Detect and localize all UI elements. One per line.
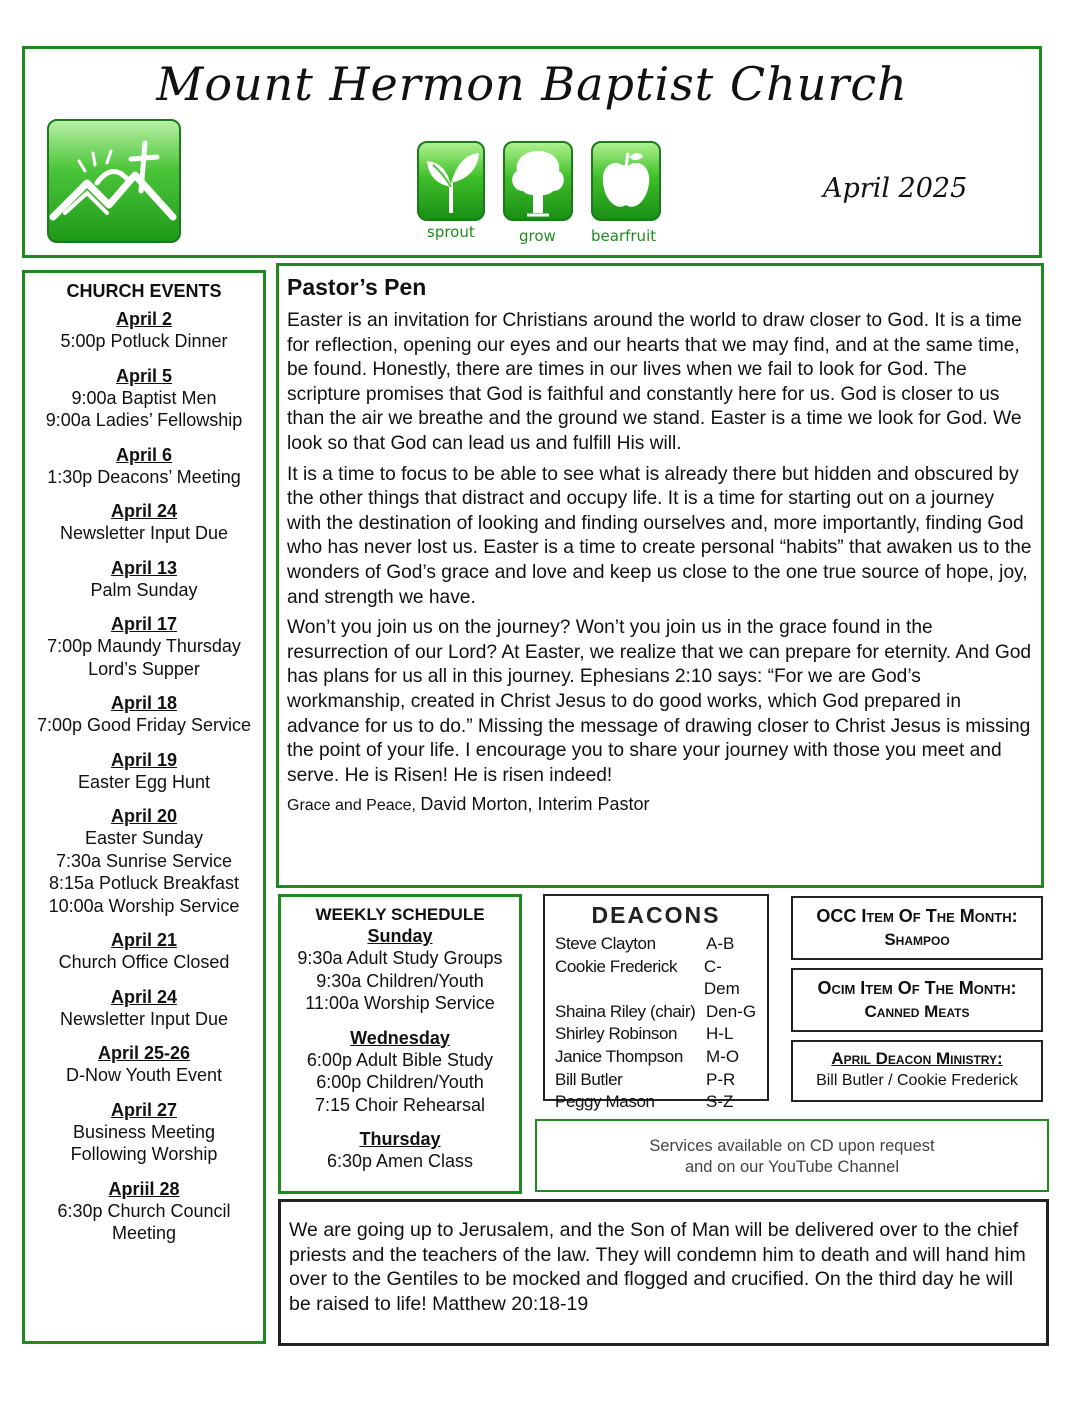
schedule-entry: 6:00p Adult Bible Study <box>306 1049 494 1070</box>
event-detail: 7:00p Maundy Thursday <box>47 636 241 656</box>
event-date: April 21 <box>110 930 178 950</box>
sprout-tile <box>417 141 485 221</box>
deacons-panel <box>543 894 769 1112</box>
deacon-name: Steve Clayton <box>555 934 656 953</box>
deacon-name: Cookie Frederick <box>555 956 678 976</box>
deacon-range: M-O <box>706 1046 740 1066</box>
deacons-heading: DEACONS <box>591 902 721 928</box>
deacon-name: Janice Thompson <box>555 1046 683 1066</box>
scripture-verse: We are going up to Jerusalem, and the Son of Man will be delivered over to the chief priests and the teachers of the law. They will condemn him to death and will hand him over to the Gentiles to be mocked and flogged and crucified. On the third day he will be raised to life! Matthew 20:18-19 <box>289 1219 1026 1315</box>
event-detail: D-Now Youth Event <box>65 1065 223 1085</box>
event-date: April 6 <box>115 444 172 465</box>
ocim-item-box <box>791 968 1043 1032</box>
event-date: April 13 <box>110 557 178 578</box>
event-detail: 5:00p Potluck Dinner <box>60 331 228 351</box>
deacon-name: Shaina Riley (chair) <box>555 1001 696 1021</box>
weekly-schedule-panel <box>278 894 522 1194</box>
scripture-verse-box <box>278 1199 1049 1346</box>
schedule-day-name: Wednesday <box>350 1027 450 1048</box>
event-date: April 20 <box>110 806 178 826</box>
event-item <box>25 308 263 353</box>
event-date: April 24 <box>110 501 178 521</box>
event-detail: 7:30a Sunrise Service <box>55 850 233 871</box>
event-detail: Newsletter Input Due <box>59 1008 229 1029</box>
event-detail: 10:00a Worship Service <box>48 895 240 916</box>
church-title: Mount Hermon Baptist Church <box>156 57 908 111</box>
event-date: April 2 <box>115 309 172 329</box>
event-item <box>25 749 263 794</box>
schedule-day-name: Thursday <box>359 1129 441 1149</box>
ministry-value: Bill Butler / Cookie Frederick <box>816 1072 1018 1089</box>
ocim-value: Canned Meats <box>864 1002 970 1021</box>
pastors-pen-heading: Pastor’s Pen <box>287 274 427 300</box>
ocim-label: Ocim Item Of The Month: <box>817 978 1017 998</box>
event-detail: 1:30p Deacons’ Meeting <box>47 466 241 487</box>
event-item <box>25 557 263 602</box>
event-detail: 8:15a Potluck Breakfast <box>48 873 240 893</box>
services-note <box>535 1119 1049 1192</box>
event-detail: Newsletter Input Due <box>59 523 229 543</box>
tile-label-sprout: sprout <box>427 223 475 241</box>
event-detail: Easter Egg Hunt <box>77 771 211 792</box>
deacon-ministry-box <box>791 1040 1043 1102</box>
event-item <box>25 613 263 680</box>
event-item <box>25 365 263 432</box>
deacon-row <box>555 1091 757 1114</box>
schedule-day-name: Sunday <box>367 926 433 946</box>
services-line-1: Services available on CD upon request <box>649 1137 935 1155</box>
event-detail: Easter Sunday <box>84 828 204 848</box>
event-date: April 17 <box>110 614 178 634</box>
deacon-range: Den-G <box>706 1001 757 1021</box>
deacon-range: S-Z <box>706 1092 734 1112</box>
schedule-entry: 9:30a Children/Youth <box>316 970 484 991</box>
services-line-2: and on our YouTube Channel <box>684 1158 900 1176</box>
event-detail: Business Meeting <box>72 1121 216 1142</box>
weekly-list <box>281 925 519 1173</box>
event-detail: Lord’s Supper <box>88 658 200 679</box>
occ-label: OCC Item Of The Month: <box>816 906 1018 926</box>
church-logo <box>47 119 181 243</box>
church-events-panel <box>22 270 266 1344</box>
weekly-heading: WEEKLY SCHEDULE <box>315 905 485 924</box>
occ-item-box <box>791 896 1043 960</box>
event-item <box>25 692 263 737</box>
deacon-range: A-B <box>706 934 735 953</box>
schedule-entry: 9:30a Adult Study Groups <box>297 948 503 968</box>
events-heading: CHURCH EVENTS <box>66 281 222 301</box>
occ-value: Shampoo <box>884 930 950 949</box>
event-detail: Following Worship <box>70 1144 218 1164</box>
closing: Grace and Peace, <box>287 797 416 815</box>
schedule-day <box>281 1027 519 1117</box>
pastor-signature: David Morton, Interim Pastor <box>420 794 650 815</box>
event-date: April 24 <box>110 986 178 1007</box>
event-detail: 9:00a Baptist Men <box>71 387 217 408</box>
event-detail: Meeting <box>111 1223 177 1243</box>
deacon-row <box>555 1046 757 1069</box>
pastors-pen-panel <box>276 263 1044 888</box>
bearfruit-tile <box>591 141 661 221</box>
ministry-label: April Deacon Ministry: <box>831 1049 1003 1068</box>
deacon-name: Bill Butler <box>555 1069 623 1089</box>
event-date: April 18 <box>110 693 178 713</box>
event-date: April 25-26 <box>97 1043 191 1063</box>
tile-label-grow: grow <box>519 227 556 245</box>
schedule-day <box>281 925 519 1015</box>
schedule-entry: 7:15 Choir Rehearsal <box>314 1094 486 1115</box>
mountain-cross-sunrise-logo-icon <box>49 121 179 241</box>
pastor-paragraph: Won’t you join us on the journey? Won’t you join us in the grace found in the resurrection of our Lord? At Easter, we realize that we can prepare for eternity. And God has plans for us all in this journey. Ephesians 2:10 says: “For we are God’s workmanship, created in Christ Jesus to do good works, which God prepared in advance for us to do.” Missing the message of drawing closer to Christ Jesus is missing the point of your life. I encourage you to share your journey with those you meet and serve. He is Risen! He is risen indeed! <box>287 617 1032 786</box>
deacon-row <box>555 956 757 1001</box>
event-item <box>25 1042 263 1087</box>
deacon-row <box>555 1069 757 1092</box>
event-detail: 6:30p Church Council <box>57 1200 231 1221</box>
pastor-paragraph: Easter is an invitation for Christians around the world to draw closer to God. It is a time for reflection, opening our eyes and our hearts that we may find, and at the same time, be found. Honestly, there are times in our lives when we fail to look for God. The scripture promises that God is faithful and constantly here for us. God is closer to us than the air we breathe and the ground we stand. Easter is a time we look for God. We look so that God can lead us and fulfill His will. <box>287 310 1022 454</box>
tile-label-bearfruit: bearfruit <box>591 227 657 245</box>
pastor-signature-line <box>287 794 1033 815</box>
tree-icon <box>505 143 571 219</box>
deacon-row <box>555 1001 757 1024</box>
issue-date: April 2025 <box>823 173 968 204</box>
deacon-range: H-L <box>706 1024 734 1044</box>
event-detail: Palm Sunday <box>90 579 198 600</box>
pastor-paragraph: It is a time to focus to be able to see what is already there but hidden and obscured by the other things that distract and occupy life. It is a time for starting out on a journey with the destination of looking and finding ourselves and, more importantly, finding God who has never lost us. Easter is a time to create personal “habits” that awaken us to the wonders of God’s grace and love and keep us close to the one true source of hope, joy, and strength we have. <box>287 463 1032 608</box>
schedule-entry: 6:30p Amen Class <box>326 1151 474 1171</box>
newsletter-header <box>22 46 1042 258</box>
event-item <box>25 805 263 917</box>
schedule-entry: 6:00p Children/Youth <box>316 1072 484 1092</box>
deacon-name: Peggy Mason <box>555 1092 655 1112</box>
sprout-icon <box>419 143 483 219</box>
deacon-row <box>555 933 757 956</box>
deacon-row <box>555 1023 757 1046</box>
deacon-name: Shirley Robinson <box>555 1024 678 1044</box>
schedule-day <box>281 1128 519 1173</box>
event-item <box>25 500 263 545</box>
event-list <box>25 308 263 1245</box>
apple-icon <box>593 143 659 219</box>
grow-tile <box>503 141 573 221</box>
event-item <box>25 986 263 1031</box>
event-detail: 7:00p Good Friday Service <box>36 715 252 735</box>
deacon-range: P-R <box>706 1069 736 1089</box>
event-date: April 27 <box>110 1099 178 1120</box>
event-date: April 5 <box>115 365 172 386</box>
deacon-range: C-Dem <box>703 956 740 999</box>
deacon-list <box>555 933 757 1114</box>
event-date: Apriil 28 <box>108 1178 180 1199</box>
event-detail: Church Office Closed <box>58 952 230 972</box>
event-item <box>25 444 263 489</box>
event-date: April 19 <box>110 749 178 770</box>
event-detail: 9:00a Ladies’ Fellowship <box>45 410 243 430</box>
event-item <box>25 1099 263 1166</box>
event-item <box>25 929 263 974</box>
schedule-entry: 11:00a Worship Service <box>305 993 495 1013</box>
event-item <box>25 1178 263 1245</box>
